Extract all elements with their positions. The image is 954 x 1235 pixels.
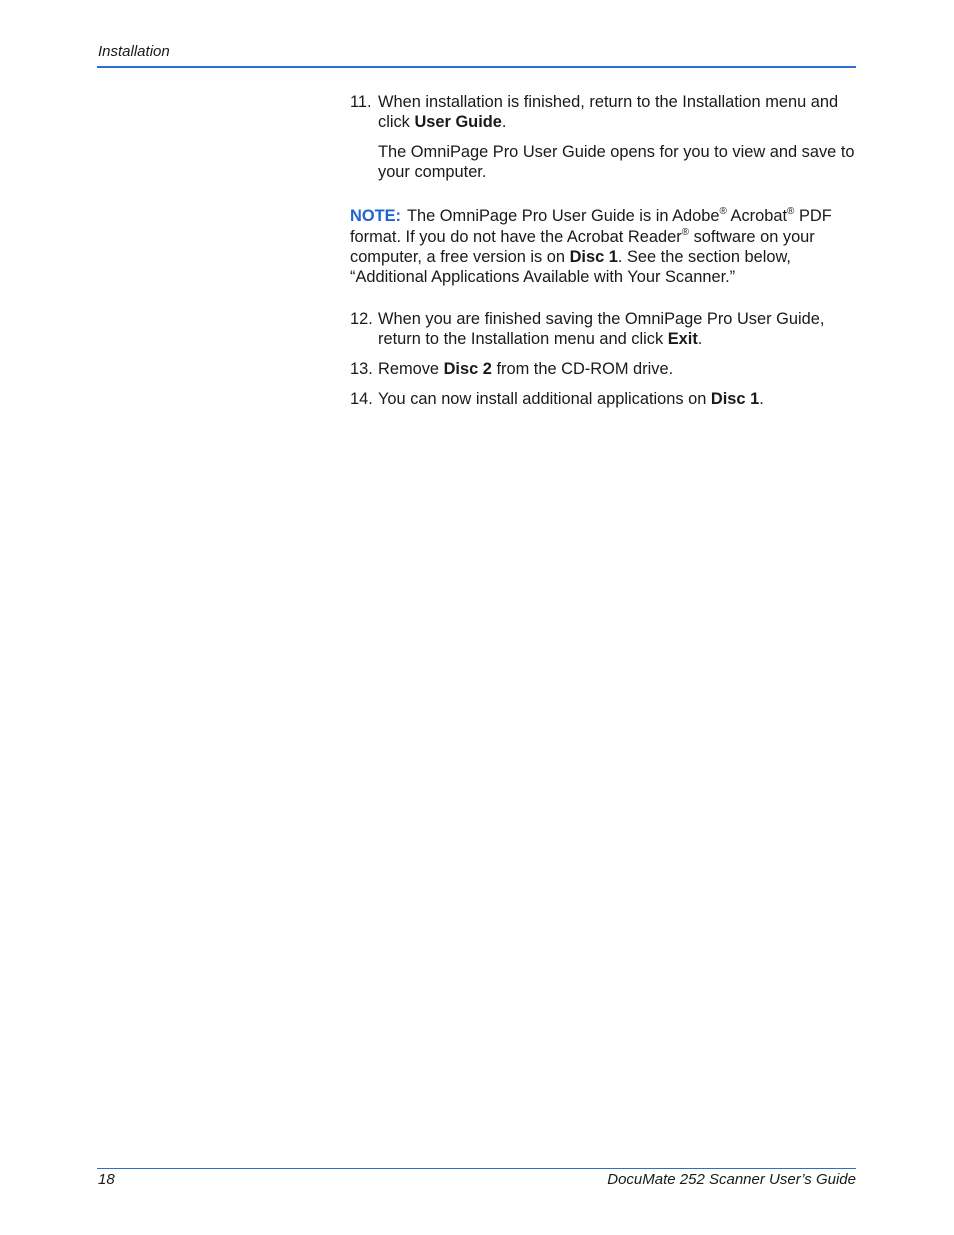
step-11 bbox=[350, 92, 860, 132]
step-text-end: . bbox=[697, 330, 703, 349]
step-bold-term: User Guide bbox=[414, 113, 502, 132]
step-bold-term: Disc 2 bbox=[443, 360, 492, 379]
note-text-3: PDF format. If you do not have the Acrobat Reader bbox=[350, 207, 832, 246]
step-number: 13. bbox=[350, 360, 373, 379]
registered-mark: ® bbox=[787, 206, 795, 218]
step-text: Remove bbox=[378, 360, 444, 379]
step-text-end: . bbox=[501, 113, 507, 132]
step-number: 12. bbox=[350, 310, 373, 329]
step-14 bbox=[350, 389, 860, 409]
note-text-5: . See the section below, “Additional Applications Available with Your Scanner.” bbox=[350, 247, 791, 287]
step-text: You can now install additional applications on bbox=[378, 390, 711, 409]
step-bold-term: Disc 1 bbox=[710, 390, 760, 409]
page-content bbox=[350, 92, 860, 419]
step-number: 14. bbox=[350, 390, 373, 409]
step-text: When installation is finished, return to the Installation menu and click bbox=[378, 93, 839, 132]
registered-mark: ® bbox=[719, 206, 727, 218]
note-bold-term: Disc 1 bbox=[569, 247, 618, 266]
book-title: DocuMate 252 Scanner User’s Guide bbox=[607, 1171, 856, 1188]
step-13 bbox=[350, 359, 860, 379]
step-12 bbox=[350, 309, 860, 349]
header-rule bbox=[97, 66, 856, 68]
footer-rule bbox=[97, 1168, 856, 1169]
note-text-2: Acrobat bbox=[726, 207, 788, 226]
step-text-end: . bbox=[759, 390, 764, 409]
step-number: 11. bbox=[350, 93, 372, 111]
step-11-followup: The OmniPage Pro User Guide opens for you to view and save to your computer. bbox=[378, 143, 855, 182]
step-text-end: from the CD-ROM drive. bbox=[491, 360, 674, 379]
note-label: NOTE: bbox=[350, 207, 401, 226]
page-number: 18 bbox=[98, 1171, 115, 1188]
note-text-4: software on your computer, a free version is on bbox=[350, 227, 815, 266]
step-text: When you are finished saving the OmniPage Pro User Guide, return to the Installation menu and click bbox=[378, 310, 825, 349]
step-bold-term: Exit bbox=[667, 330, 698, 349]
note-text-1: The OmniPage Pro User Guide is in Adobe bbox=[407, 207, 720, 226]
note-paragraph bbox=[350, 206, 860, 287]
registered-mark: ® bbox=[681, 226, 690, 238]
running-header: Installation bbox=[98, 43, 170, 60]
